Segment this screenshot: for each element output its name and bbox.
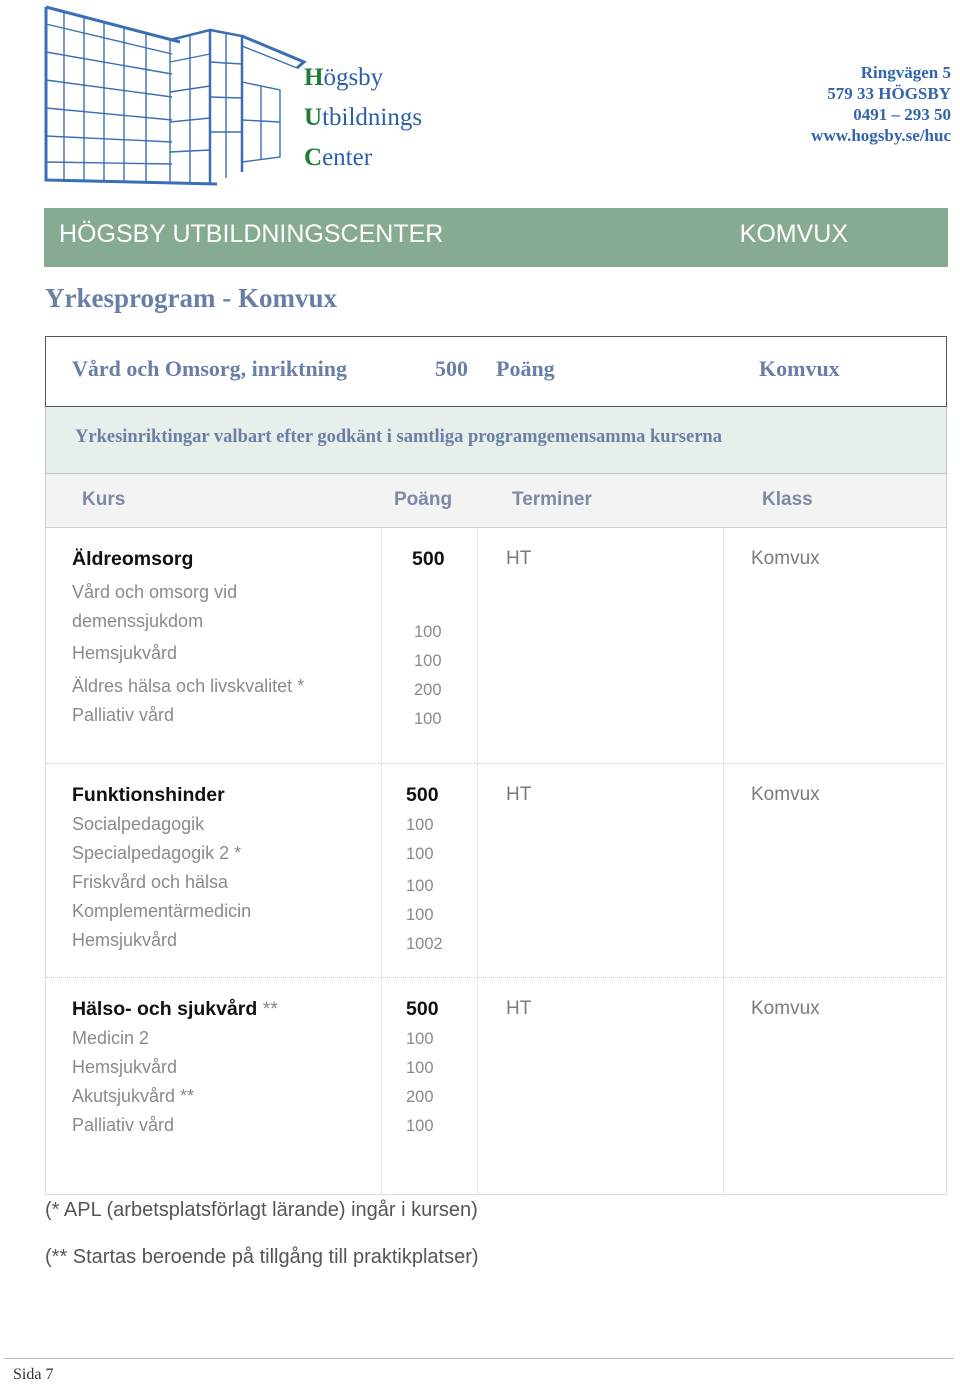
banner-school-name: HÖGSBY UTBILDNINGSCENTER <box>59 220 444 248</box>
website-link[interactable]: www.hogsby.se/huc <box>811 126 951 145</box>
course-points: 100 <box>406 816 434 834</box>
group-term: HT <box>506 548 532 569</box>
course-name: demenssjukdom <box>72 611 204 631</box>
course-name: Palliativ vård <box>72 705 175 725</box>
course-points: 200 <box>414 681 442 699</box>
program-form: Komvux <box>759 356 840 381</box>
header-banner <box>44 208 948 267</box>
course-name: Specialpedagogik 2 * <box>72 843 242 863</box>
course-points: 200 <box>406 1088 434 1106</box>
col-divider <box>723 528 724 1195</box>
group-title: Hälso- och sjukvård ** <box>72 998 278 1020</box>
col-divider <box>477 528 478 1195</box>
address-postal: 579 33 HÖGSBY <box>827 84 951 103</box>
course-name: Äldres hälsa och livskvalitet * <box>72 676 305 696</box>
group-title: Funktionshinder <box>72 784 225 806</box>
program-points-label: Poäng <box>496 356 555 381</box>
contact-info <box>811 62 951 146</box>
course-points: 100 <box>414 710 442 728</box>
col-terminer: Terminer <box>512 489 592 510</box>
course-name: Akutsjukvård ** <box>72 1086 195 1106</box>
col-poang: Poäng <box>394 489 453 510</box>
footer-divider <box>4 1358 954 1359</box>
course-name: Medicin 2 <box>72 1028 150 1048</box>
group-points: 500 <box>406 784 439 806</box>
program-points: 500 <box>435 356 468 381</box>
school-building-logo <box>42 2 307 187</box>
course-name: Hemsjukvård <box>72 930 178 950</box>
group-title: Äldreomsorg <box>72 548 194 570</box>
course-points: 1002 <box>406 935 443 953</box>
course-points: 100 <box>406 877 434 895</box>
course-table <box>45 528 947 1195</box>
section-subheading: Yrkesinriktingar valbart efter godkänt i samtliga programgemensamma kurserna <box>45 407 947 474</box>
col-divider <box>381 528 382 1195</box>
group-term: HT <box>506 998 532 1019</box>
col-klass: Klass <box>762 489 813 510</box>
group-points: 500 <box>412 548 445 570</box>
logo-wordmark: Högsby Utbildnings Center <box>304 64 423 171</box>
course-points: 100 <box>406 1030 434 1048</box>
course-name: Friskvård och hälsa <box>72 872 229 892</box>
group-klass: Komvux <box>751 784 820 805</box>
row-divider <box>46 977 946 978</box>
address-street: Ringvägen 5 <box>860 63 951 82</box>
program-name: Vård och Omsorg, inriktning <box>72 356 348 381</box>
course-points: 100 <box>406 906 434 924</box>
course-points: 100 <box>414 623 442 641</box>
page-title: Yrkesprogram - Komvux <box>45 283 337 313</box>
footnote-apl: (* APL (arbetsplatsförlagt lärande) ingår i kursen) <box>45 1199 478 1221</box>
course-name: Socialpedagogik <box>72 814 205 834</box>
table-header <box>45 474 947 528</box>
course-points: 100 <box>406 1059 434 1077</box>
program-summary-box <box>45 336 947 407</box>
course-name: Hemsjukvård <box>72 1057 178 1077</box>
group-points: 500 <box>406 998 439 1020</box>
row-divider <box>46 763 946 764</box>
group-klass: Komvux <box>751 998 820 1019</box>
course-points: 100 <box>406 845 434 863</box>
col-kurs: Kurs <box>82 489 126 510</box>
page-number: Sida 7 <box>13 1366 54 1383</box>
group-klass: Komvux <box>751 548 820 569</box>
course-name: Palliativ vård <box>72 1115 175 1135</box>
group-term: HT <box>506 784 532 805</box>
course-points: 100 <box>406 1117 434 1135</box>
course-name: Komplementärmedicin <box>72 901 252 921</box>
banner-komvux: KOMVUX <box>739 220 848 248</box>
footnote-praktik: (** Startas beroende på tillgång till praktikplatser) <box>45 1246 479 1268</box>
course-name: Vård och omsorg vid <box>72 582 238 602</box>
course-name: Hemsjukvård <box>72 643 178 663</box>
phone-number: 0491 – 293 50 <box>853 105 951 124</box>
course-points: 100 <box>414 652 442 670</box>
